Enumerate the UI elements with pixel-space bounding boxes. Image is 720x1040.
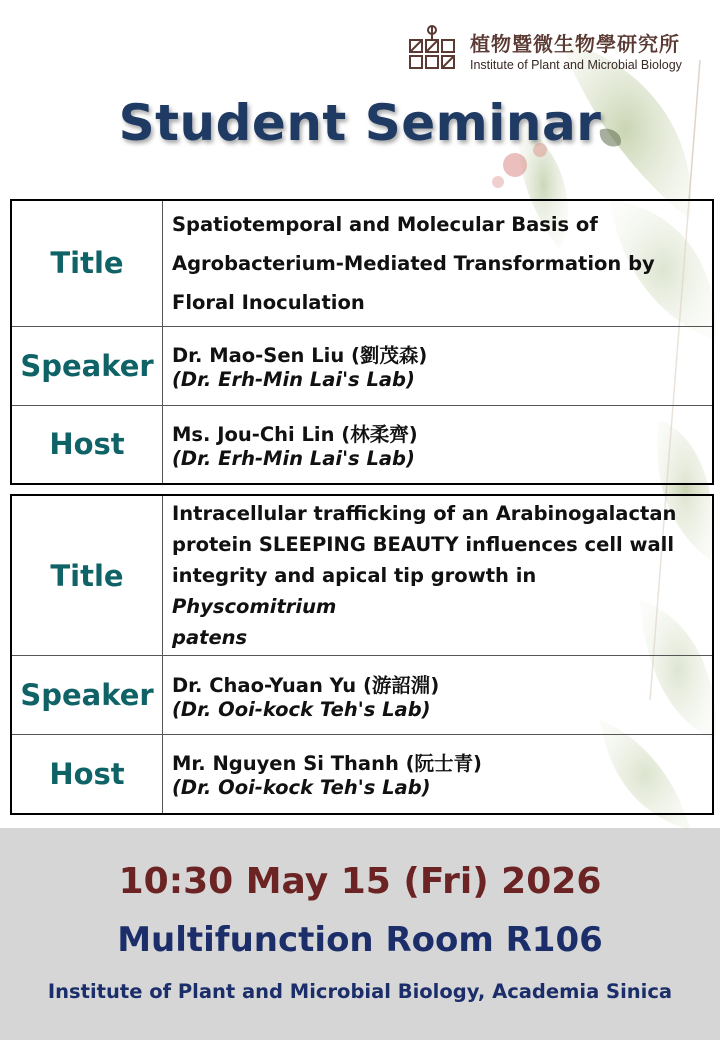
- speaker-name: Dr. Chao-Yuan Yu (游詔淵): [172, 673, 440, 697]
- institute-name-chinese: 植物暨微生物學研究所: [470, 32, 680, 56]
- event-datetime: 10:30 May 15 (Fri) 2026: [118, 861, 602, 902]
- speaker-row: [11, 326, 713, 405]
- title-label: Title: [11, 495, 163, 656]
- ipmb-logo-icon: [408, 24, 466, 74]
- host-lab: (Dr. Erh-Min Lai's Lab): [172, 446, 415, 470]
- event-location: Institute of Plant and Microbial Biology, Academia Sinica: [47, 980, 673, 1003]
- speaker-name: Dr. Mao-Sen Liu (劉茂森): [172, 344, 428, 367]
- host-name: Ms. Jou-Chi Lin (林柔齊): [172, 422, 418, 446]
- seminar-table-2: [10, 494, 714, 815]
- speaker-lab: (Dr. Erh-Min Lai's Lab): [172, 368, 415, 391]
- host-lab: (Dr. Ooi-kock Teh's Lab): [172, 776, 431, 800]
- page-title: Student Seminar: [118, 94, 602, 152]
- host-info: [163, 405, 714, 484]
- title-line: Floral Inoculation: [172, 290, 365, 314]
- title-line: protein SLEEPING BEAUTY influences cell wall: [172, 533, 675, 556]
- speaker-info: [163, 326, 714, 405]
- title-line: [172, 622, 704, 653]
- institute-name-english: Institute of Plant and Microbial Biology: [470, 58, 682, 72]
- speaker-info: [163, 656, 714, 735]
- title-line: Spatiotemporal and Molecular Basis of: [172, 212, 598, 236]
- speaker-label: Speaker: [11, 656, 163, 735]
- species-genus: Physcomitrium: [172, 595, 337, 618]
- host-row: [11, 405, 713, 484]
- seminar-title: [163, 200, 714, 326]
- host-row: [11, 735, 713, 814]
- host-label: Host: [11, 735, 163, 814]
- title-label: Title: [11, 200, 163, 326]
- seminar-title: [163, 495, 714, 656]
- title-text-part: integrity and apical tip growth in: [172, 564, 537, 587]
- host-label: Host: [11, 405, 163, 484]
- title-row: [11, 495, 713, 656]
- title-line: Intracellular trafficking of an Arabinogalactan: [172, 502, 677, 525]
- speaker-label: Speaker: [11, 326, 163, 405]
- institute-header: [408, 20, 708, 80]
- title-line: [172, 560, 704, 622]
- event-room: Multifunction Room R106: [117, 920, 603, 960]
- host-name: Mr. Nguyen Si Thanh (阮士青): [172, 752, 482, 776]
- speaker-row: [11, 656, 713, 735]
- title-row: [11, 200, 713, 326]
- host-info: [163, 735, 714, 814]
- species-epithet: patens: [172, 626, 248, 649]
- title-line: Agrobacterium-Mediated Transformation by: [172, 251, 655, 275]
- speaker-lab: (Dr. Ooi-kock Teh's Lab): [172, 697, 431, 721]
- seminar-table-1: [10, 199, 714, 485]
